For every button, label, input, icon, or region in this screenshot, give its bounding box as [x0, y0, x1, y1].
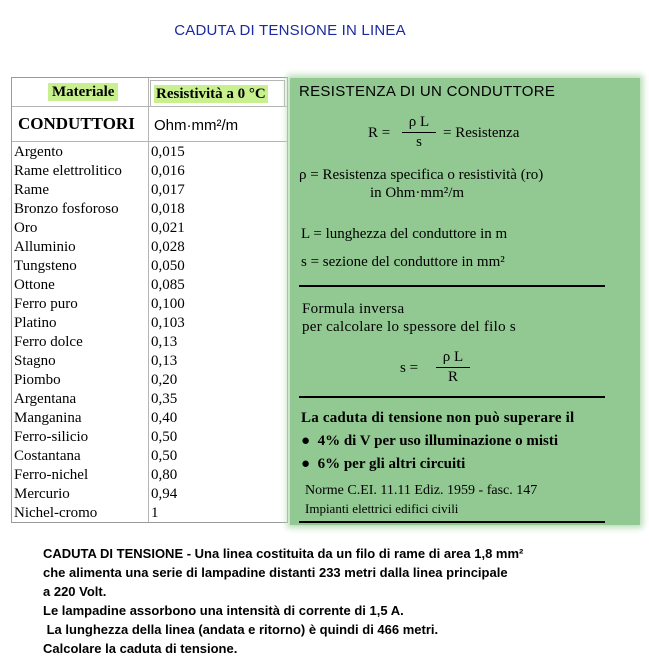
- material-name: Argento: [14, 144, 63, 160]
- table-row: [14, 181, 286, 200]
- table-row: [14, 485, 286, 504]
- table-row: [14, 504, 286, 523]
- material-name: Ferro-silicio: [14, 429, 89, 445]
- formula1-denominator: s: [416, 134, 422, 150]
- norm-subtitle: Impianti elettrici edifici civili: [305, 501, 459, 516]
- resistivity-value: 0,50: [151, 448, 178, 464]
- material-name: Rame: [14, 182, 49, 198]
- resistivity-value: 0,50: [151, 429, 178, 445]
- resistivity-value: 0,028: [151, 239, 185, 255]
- table-body: [14, 143, 286, 523]
- unit-divider: [12, 141, 287, 142]
- resistivity-value: 0,13: [151, 353, 178, 369]
- resistivity-table: [11, 77, 288, 523]
- resistivity-value: 0,94: [151, 486, 178, 502]
- voltage-drop-limit: La caduta di tensione non può superare il: [301, 410, 575, 426]
- formula1-fraction: [402, 114, 436, 151]
- formula2-numerator: ρ L: [442, 349, 464, 365]
- section-definition: s = sezione del conduttore in mm²: [301, 254, 505, 270]
- table-row: [14, 447, 286, 466]
- material-name: Rame elettrolitico: [14, 163, 122, 179]
- header-resistivity: Resistività a 0 °C: [156, 86, 266, 102]
- divider-rule: [299, 285, 605, 287]
- rho-definition: ρ = Resistenza specifica o resistività (ro): [299, 167, 544, 183]
- rho-unit: in Ohm·mm²/m: [370, 185, 465, 201]
- resistivity-value: 0,80: [151, 467, 178, 483]
- resistivity-value: 0,018: [151, 201, 185, 217]
- table-row: [14, 162, 286, 181]
- bullet-other-text: 6% per gli altri circuiti: [317, 456, 466, 472]
- resistivity-value: 0,085: [151, 277, 185, 293]
- problem-line: CADUTA DI TENSIONE - Una linea costituita da un filo di rame di area 1,8 mm²: [43, 546, 524, 561]
- formula1-lhs: R =: [368, 125, 391, 141]
- table-row: [14, 295, 286, 314]
- material-name: Ottone: [14, 277, 55, 293]
- problem-line: Calcolare la caduta di tensione.: [43, 641, 238, 656]
- material-name: Stagno: [14, 353, 56, 369]
- fraction-bar: [402, 132, 436, 133]
- formula2-denominator: R: [447, 369, 458, 385]
- resistivity-value: 0,016: [151, 163, 185, 179]
- table-row: [14, 371, 286, 390]
- resistivity-value: 0,35: [151, 391, 178, 407]
- bullet-icon: ●: [301, 433, 311, 449]
- material-name: Mercurio: [14, 486, 70, 502]
- material-name: Ferro-nichel: [14, 467, 89, 483]
- resistivity-value: 0,017: [151, 182, 185, 198]
- material-name: Platino: [14, 315, 57, 331]
- material-name: Ferro puro: [14, 296, 78, 312]
- bullet-lighting: [301, 433, 558, 450]
- problem-line: che alimenta una serie di lampadine distanti 233 metri dalla linea principale: [43, 565, 508, 580]
- table-row: [14, 352, 286, 371]
- table-row: [14, 409, 286, 428]
- page-title: CADUTA DI TENSIONE IN LINEA: [174, 22, 406, 39]
- formula1-rhs: = Resistenza: [443, 125, 520, 141]
- divider-rule: [299, 396, 605, 398]
- table-row: [14, 200, 286, 219]
- inverse-formula-title: Formula inversa: [302, 301, 405, 317]
- formula1-numerator: ρ L: [408, 114, 430, 130]
- resistivity-value: 0,20: [151, 372, 178, 388]
- table-row: [14, 143, 286, 162]
- material-name: Nichel-cromo: [14, 505, 98, 521]
- unit-label: Ohm·mm²/m: [154, 117, 239, 134]
- resistivity-value: 0,40: [151, 410, 178, 426]
- material-name: Oro: [14, 220, 38, 236]
- material-name: Ferro dolce: [14, 334, 83, 350]
- table-row: [14, 390, 286, 409]
- resistivity-value: 0,100: [151, 296, 185, 312]
- table-row: [14, 333, 286, 352]
- material-name: Alluminio: [14, 239, 76, 255]
- problem-statement: [43, 544, 523, 658]
- material-name: Costantana: [14, 448, 81, 464]
- problem-line: La lunghezza della linea (andata e ritorno) è quindi di 466 metri.: [43, 622, 439, 637]
- resistivity-value: 0,015: [151, 144, 185, 160]
- divider-rule: [299, 521, 605, 523]
- resistivity-value: 1: [151, 505, 159, 521]
- formula-panel: [290, 78, 640, 525]
- length-definition: L = lunghezza del conduttore in m: [301, 226, 508, 242]
- bullet-icon: ●: [301, 456, 311, 472]
- fraction-bar: [436, 367, 470, 368]
- problem-line: a 220 Volt.: [43, 584, 107, 599]
- table-row: [14, 466, 286, 485]
- problem-line: Le lampadine assorbono una intensità di corrente di 1,5 A.: [43, 603, 404, 618]
- table-row: [14, 428, 286, 447]
- table-row: [14, 276, 286, 295]
- table-row: [14, 257, 286, 276]
- bullet-other: [301, 456, 465, 473]
- material-name: Tungsteno: [14, 258, 77, 274]
- material-name: Piombo: [14, 372, 61, 388]
- material-name: Argentana: [14, 391, 77, 407]
- material-name: Manganina: [14, 410, 82, 426]
- norm-reference: Norme C.EI. 11.11 Ediz. 1959 - fasc. 147: [305, 483, 538, 498]
- panel-heading: RESISTENZA DI UN CONDUTTORE: [299, 83, 556, 100]
- resistivity-value: 0,050: [151, 258, 185, 274]
- table-row: [14, 238, 286, 257]
- formula2-fraction: [436, 349, 470, 386]
- table-row: [14, 219, 286, 238]
- resistivity-value: 0,103: [151, 315, 185, 331]
- resistivity-value: 0,13: [151, 334, 178, 350]
- table-row: [14, 314, 286, 333]
- resistivity-value: 0,021: [151, 220, 185, 236]
- bullet-lighting-text: 4% di V per uso illuminazione o misti: [317, 433, 559, 449]
- formula2-lhs: s =: [400, 360, 419, 376]
- inverse-formula-subtitle: per calcolare lo spessore del filo s: [302, 319, 517, 335]
- material-name: Bronzo fosforoso: [14, 201, 119, 217]
- header-material: Materiale: [48, 83, 118, 101]
- section-label: CONDUTTORI: [18, 114, 135, 133]
